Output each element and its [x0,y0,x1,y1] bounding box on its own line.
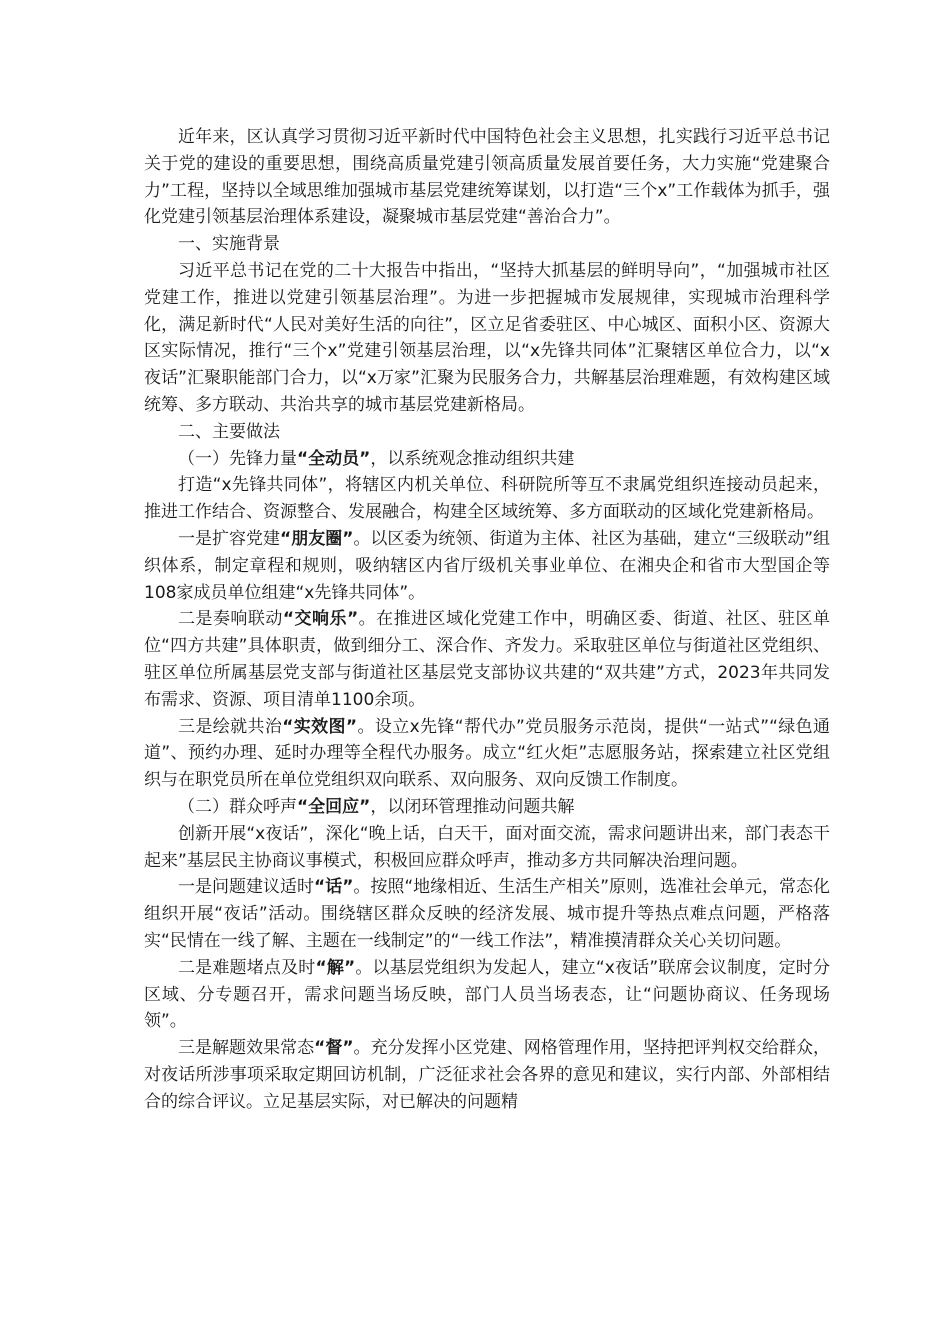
text-segment: （一）先锋力量 [178,448,297,469]
body-paragraph [144,258,830,419]
text-segment: ，以闭环管理推动问题共解 [370,796,575,817]
body-paragraph [144,124,830,231]
body-paragraph [144,606,830,713]
text-segment: 一是问题建议适时 [178,877,315,898]
body-paragraph [144,472,830,526]
text-segment: 近年来，区认真学习贯彻习近平新时代中国特色社会主义思想，扎实践行习近平总书记关于党的建设的重要思想，围绕高质量党建引领高质量发展首要任务，大力实施“党建聚合力”工程，坚持以全域思维加强城市基层党建统筹谋划，以打造“三个x”工作载体为抓手，强化党建引领基层治理体系建设，凝聚城市基层党建“善治合力”。 [144,127,830,228]
section-heading [144,419,830,446]
section-heading [144,446,830,473]
emphasis-text: “全动员” [297,448,371,469]
emphasis-text: “实效图” [282,716,358,737]
emphasis-text: “话” [314,877,354,898]
body-paragraph [144,874,830,954]
text-segment: （二）群众呼声 [178,796,297,817]
text-segment: 习近平总书记在党的二十大报告中指出，“坚持大抓基层的鲜明导向”，“加强城市社区党建工作，推进以党建引领基层治理”。为进一步把握城市发展规律，实现城市治理科学化，满足新时代“人民对美好生活的向往”，区立足省委驻区、中心城区、面积小区、资源大区实际情况，推行“三个x”党建引领基层治理，以“x先锋共同体”汇聚辖区单位合力，以“x夜话”汇聚职能部门合力，以“x万家”汇聚为民服务合力，共解基层治理难题，有效构建区域统筹、多方联动、共治共享的城市基层党建新格局。 [144,260,830,415]
text-segment: 。以基层党组织为发起人，建立“x夜话”联席会议制度，定时分区域、分专题召开，需求问题当场反映，部门人员当场表态，让“问题协商议、任务现场领”。 [144,957,830,1032]
text-segment: 打造“x先锋共同体”，将辖区内机关单位、科研院所等互不隶属党组织连接动员起来，推进工作结合、资源整合、发展融合，构建全区域统筹、多方面联动的区域化党建新格局。 [144,475,830,523]
text-segment: 。以区委为统领、街道为主体、社区为基础，建立“三级联动”组织体系，制定章程和规则，吸纳辖区内省厅级机关事业单位、在湘央企和省市大型国企等108家成员单位组建“x先锋共同体”。 [144,528,830,603]
text-segment: 。按照“地缘相近、生活生产相关”原则，选准社会单元，常态化组织开展“夜话”活动。围绕辖区群众反映的经济发展、城市提升等热点难点问题，严格落实“民情在一线了解、主题在一线制定”的“一线工作法”，精准摸清群众关心关切问题。 [144,877,830,951]
emphasis-text: “全回应” [297,796,371,817]
section-heading [144,794,830,821]
section-heading [144,231,830,258]
document-body [144,124,830,1115]
text-segment: 三是解题效果常态 [178,1038,315,1059]
text-segment: 一、实施背景 [178,234,280,255]
text-segment: 。在推进区域化党建工作中，明确区委、街道、社区、驻区单位“四方共建”具体职责，做到细分工、深合作、齐发力。采取驻区单位与街道社区党组织、驻区单位所属基层党支部与街道社区基层党支部协议共建的“双共建”方式，2023年共同发布需求、资源、项目清单1100余项。 [144,609,831,710]
text-segment: 二是难题堵点及时 [178,957,316,978]
body-paragraph [144,1035,830,1115]
text-segment: ，以系统观念推动组织共建 [370,448,575,469]
body-paragraph [144,714,830,794]
body-paragraph [144,526,830,606]
emphasis-text: “解” [315,957,356,978]
text-segment: 创新开展“x夜话”，深化“晚上话，白天干，面对面交流，需求问题讲出来，部门表态干起来”基层民主协商议事模式，积极回应群众呼声，推动多方共同解决治理问题。 [144,823,830,871]
text-segment: 二、主要做法 [178,421,280,442]
text-segment: 二是奏响联动 [178,609,283,630]
body-paragraph [144,955,830,1035]
emphasis-text: “督” [314,1038,354,1059]
text-segment: 。充分发挥小区党建、网格管理作用，坚持把评判权交给群众，对夜话所涉事项采取定期回访机制，广泛征求社会各界的意见和建议，实行内部、外部相结合的综合评议。立足基层实际，对已解决的问题精 [144,1038,831,1112]
body-paragraph [144,821,830,875]
emphasis-text: “朋友圈” [280,528,354,549]
text-segment: 。设立x先锋“帮代办”党员服务示范岗，提供“一站式”“绿色通道”、预约办理、延时办理等全程代办服务。成立“红火炬”志愿服务站，探索建立社区党组织与在职党员所在单位党组织双向联系、双向服务、双向反馈工作制度。 [144,716,830,791]
text-segment: 一是扩容党建 [178,528,281,549]
text-segment: 三是绘就共治 [178,716,283,737]
emphasis-text: “交响乐” [282,609,359,630]
